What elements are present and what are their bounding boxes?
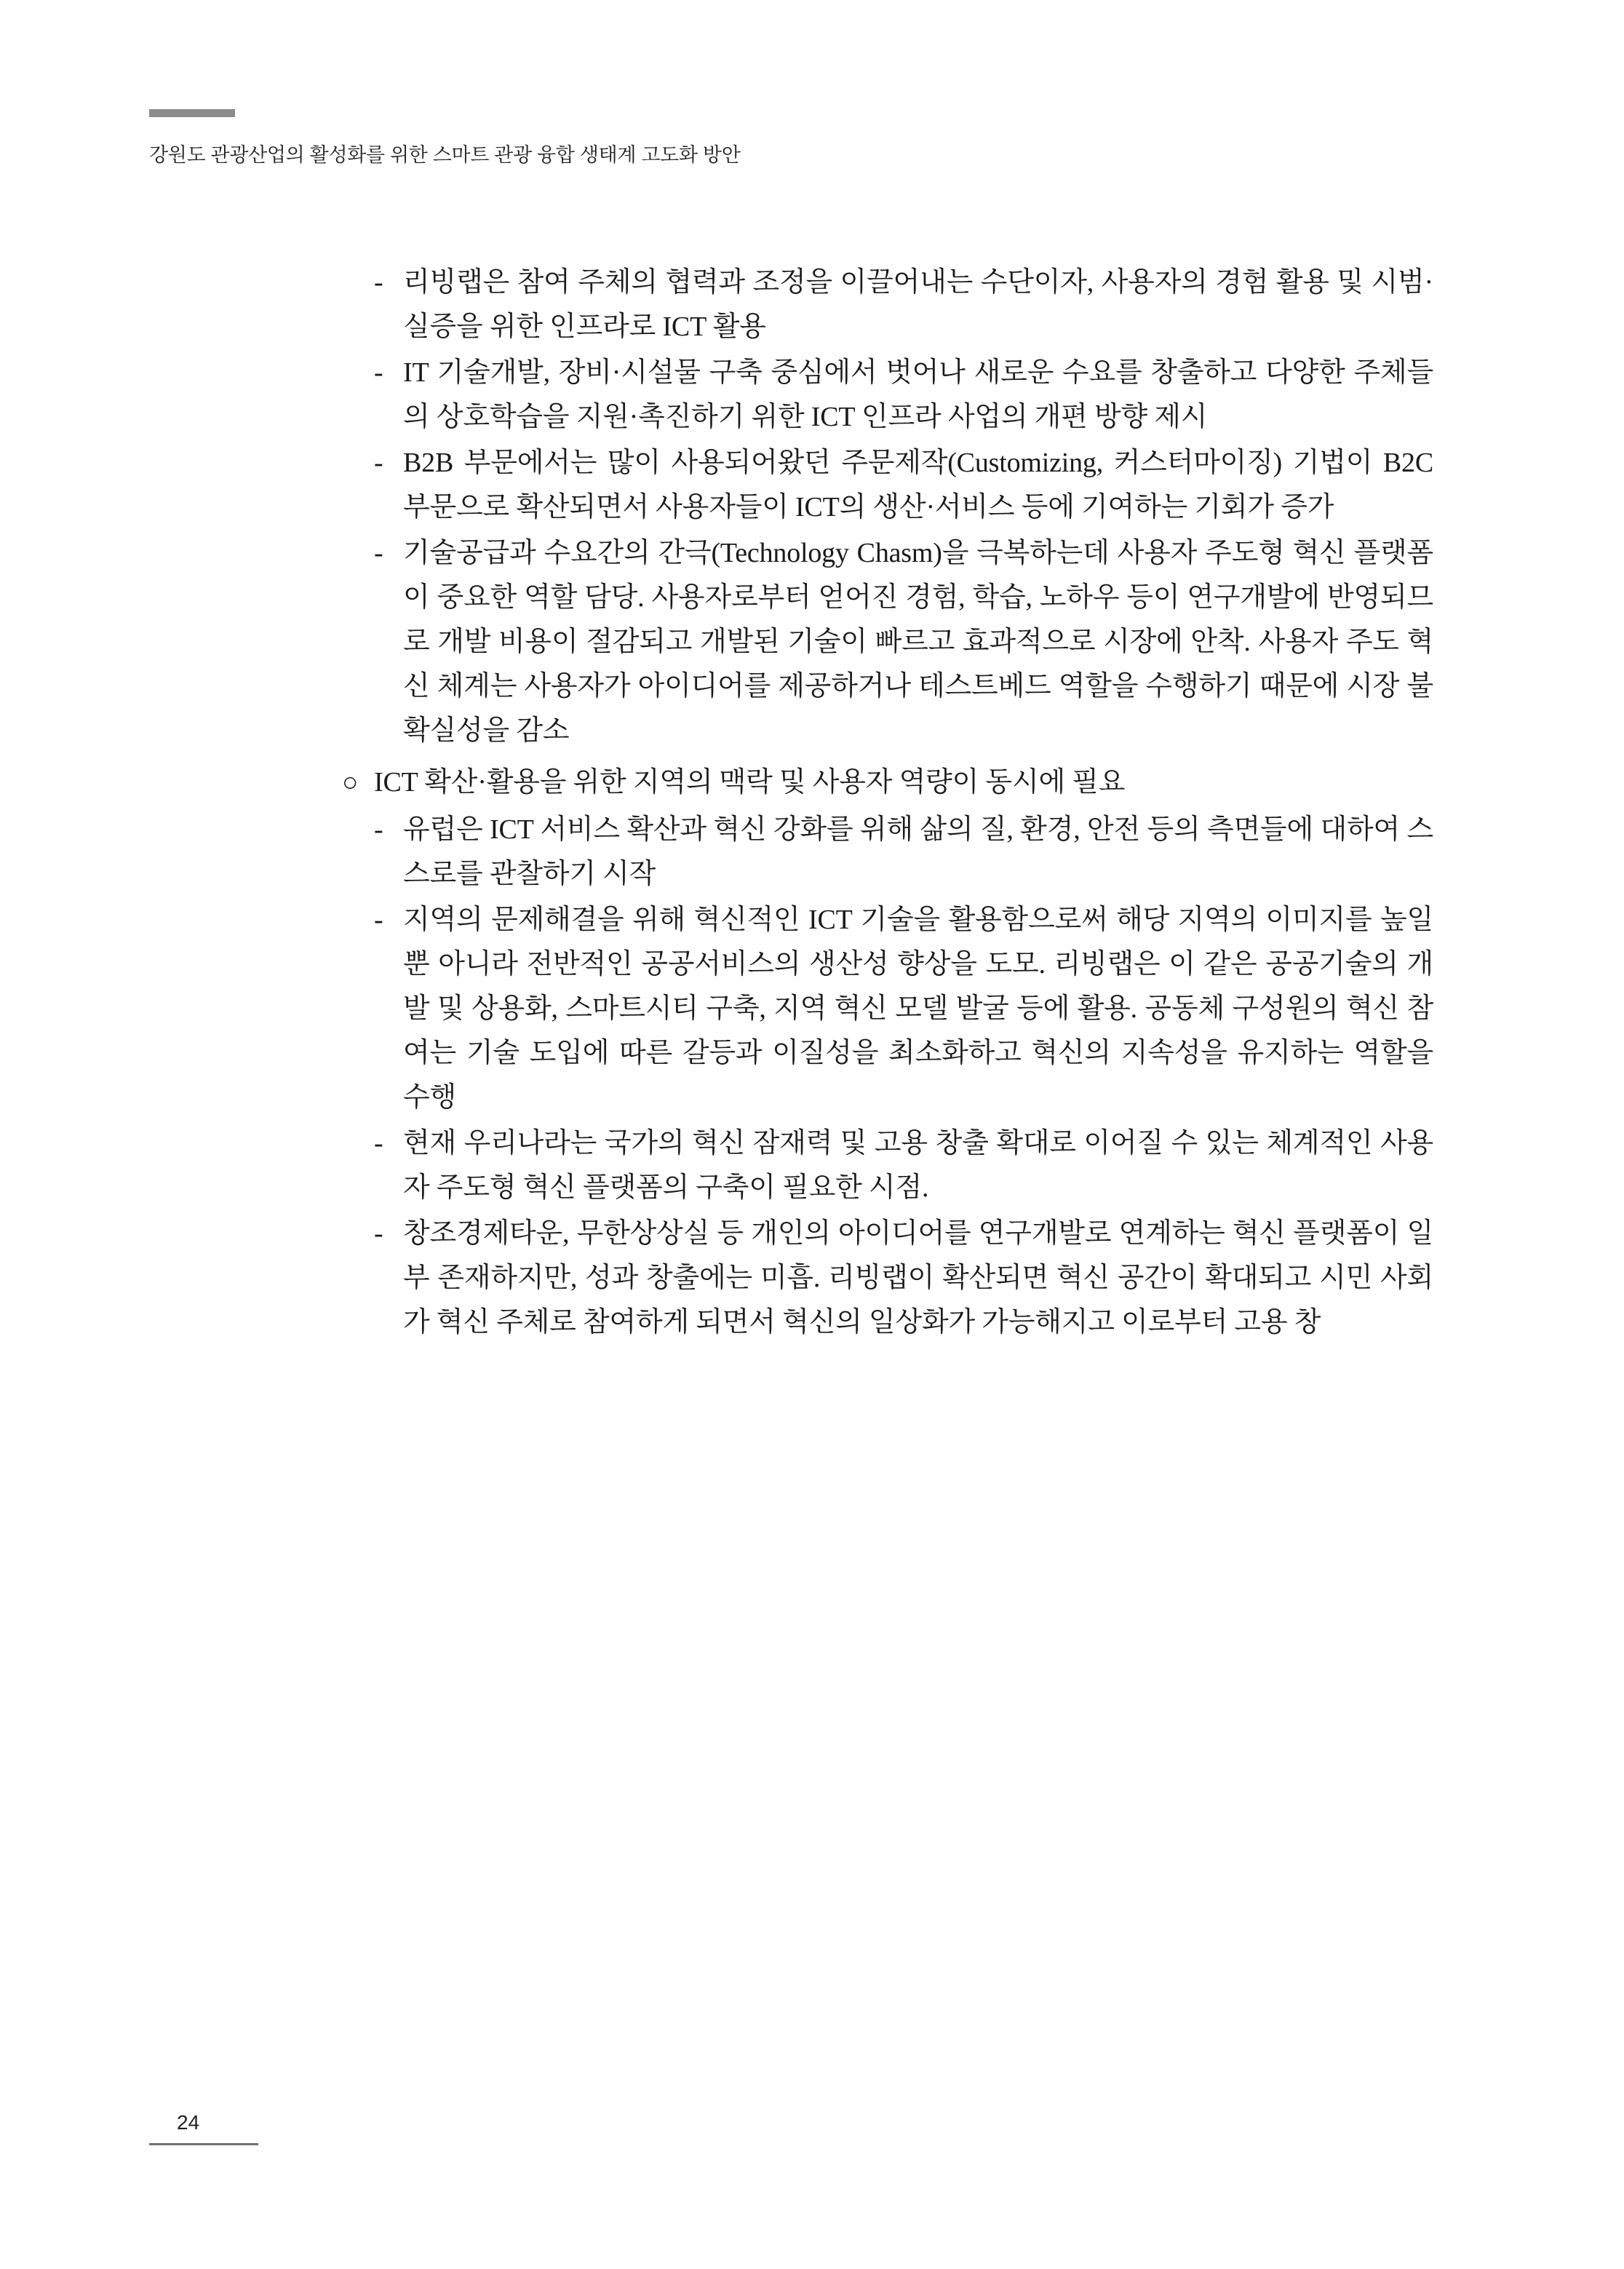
page-footer (149, 2111, 280, 2145)
list-item (374, 261, 1433, 349)
header-title: 강원도 관광산업의 활성화를 위한 스마트 관광 융합 생태계 고도화 방안 (149, 144, 741, 166)
dash-marker: - (374, 538, 383, 568)
list-item-text: ICT 확산·활용을 위한 지역의 맥락 및 사용자 역량이 동시에 필요 (374, 767, 1126, 798)
list-item (374, 531, 1433, 753)
list-item (374, 898, 1433, 1120)
page-content (342, 261, 1433, 1346)
list-item (374, 808, 1433, 897)
header-rule (149, 109, 235, 117)
list-item-text: 리빙랩은 참여 주체의 협력과 조정을 이끌어내는 수단이자, 사용자의 경험 활용 및 시범·실증을 위한 인프라로 ICT 활용 (403, 267, 1433, 342)
dash-marker: - (374, 267, 383, 298)
list-item (374, 351, 1433, 440)
dash-marker: - (374, 814, 383, 845)
dash-marker: - (374, 448, 383, 478)
list-item (374, 1212, 1433, 1345)
list-item-text: 현재 우리나라는 국가의 혁신 잠재력 및 고용 창출 확대로 이어질 수 있는 체계적인 사용자 주도형 혁신 플랫폼의 구축이 필요한 시점. (403, 1128, 1433, 1203)
list-item-text: 유럽은 ICT 서비스 확산과 혁신 강화를 위해 삶의 질, 환경, 안전 등의 측면들에 대하여 스스로를 관찰하기 시작 (403, 814, 1433, 889)
dash-marker: - (374, 357, 383, 388)
list-item-text: 지역의 문제해결을 위해 혁신적인 ICT 기술을 활용함으로써 해당 지역의 이미지를 높일 뿐 아니라 전반적인 공공서비스의 생산성 향상을 도모. 리빙랩은 이 같은 공공기술의 개발 및 상용화, 스마트시티 구축, 지역 혁신 모델 발굴 등에 활용. 공동체 구성원의 혁신 참여는 기술 도입에 따른 갈등과 이질성을 최소화하고 혁신의 지속성을 유지하는 역할을 수행 (403, 905, 1433, 1113)
list-item-circle (342, 760, 1433, 805)
page-header (149, 109, 741, 167)
dash-marker: - (374, 1128, 383, 1159)
footer-rule (149, 2143, 258, 2145)
list-item-text: 기술공급과 수요간의 간극(Technology Chasm)을 극복하는데 사용자 주도형 혁신 플랫폼이 중요한 역할 담당. 사용자로부터 얻어진 경험, 학습, 노하우 등이 연구개발에 반영되므로 개발 비용이 절감되고 개발된 기술이 빠르고 효과적으로 시장에 안착. 사용자 주도 혁신 체계는 사용자가 아이디어를 제공하거나 테스트베드 역할을 수행하기 때문에 시장 불확실성을 감소 (403, 538, 1433, 746)
list-item-text: B2B 부문에서는 많이 사용되어왔던 주문제작(Customizing, 커스터마이징) 기법이 B2C 부문으로 확산되면서 사용자들이 ICT의 생산·서비스 등에 기여하는 기회가 증가 (403, 448, 1433, 522)
page-number: 24 (177, 2111, 200, 2134)
list-item (374, 441, 1433, 530)
dash-marker: - (374, 905, 383, 935)
list-item (374, 1121, 1433, 1210)
list-item-text: IT 기술개발, 장비·시설물 구축 중심에서 벗어나 새로운 수요를 창출하고 다양한 주체들의 상호학습을 지원·촉진하기 위한 ICT 인프라 사업의 개편 방향 제시 (403, 357, 1433, 432)
list-item-text: 창조경제타운, 무한상상실 등 개인의 아이디어를 연구개발로 연계하는 혁신 플랫폼이 일부 존재하지만, 성과 창출에는 미흡. 리빙랩이 확산되면 혁신 공간이 확대되고 시민 사회가 혁신 주체로 참여하게 되면서 혁신의 일상화가 가능해지고 이로부터 고용 창 (403, 1218, 1433, 1338)
dash-marker: - (374, 1218, 383, 1249)
circle-marker: ○ (342, 768, 359, 798)
